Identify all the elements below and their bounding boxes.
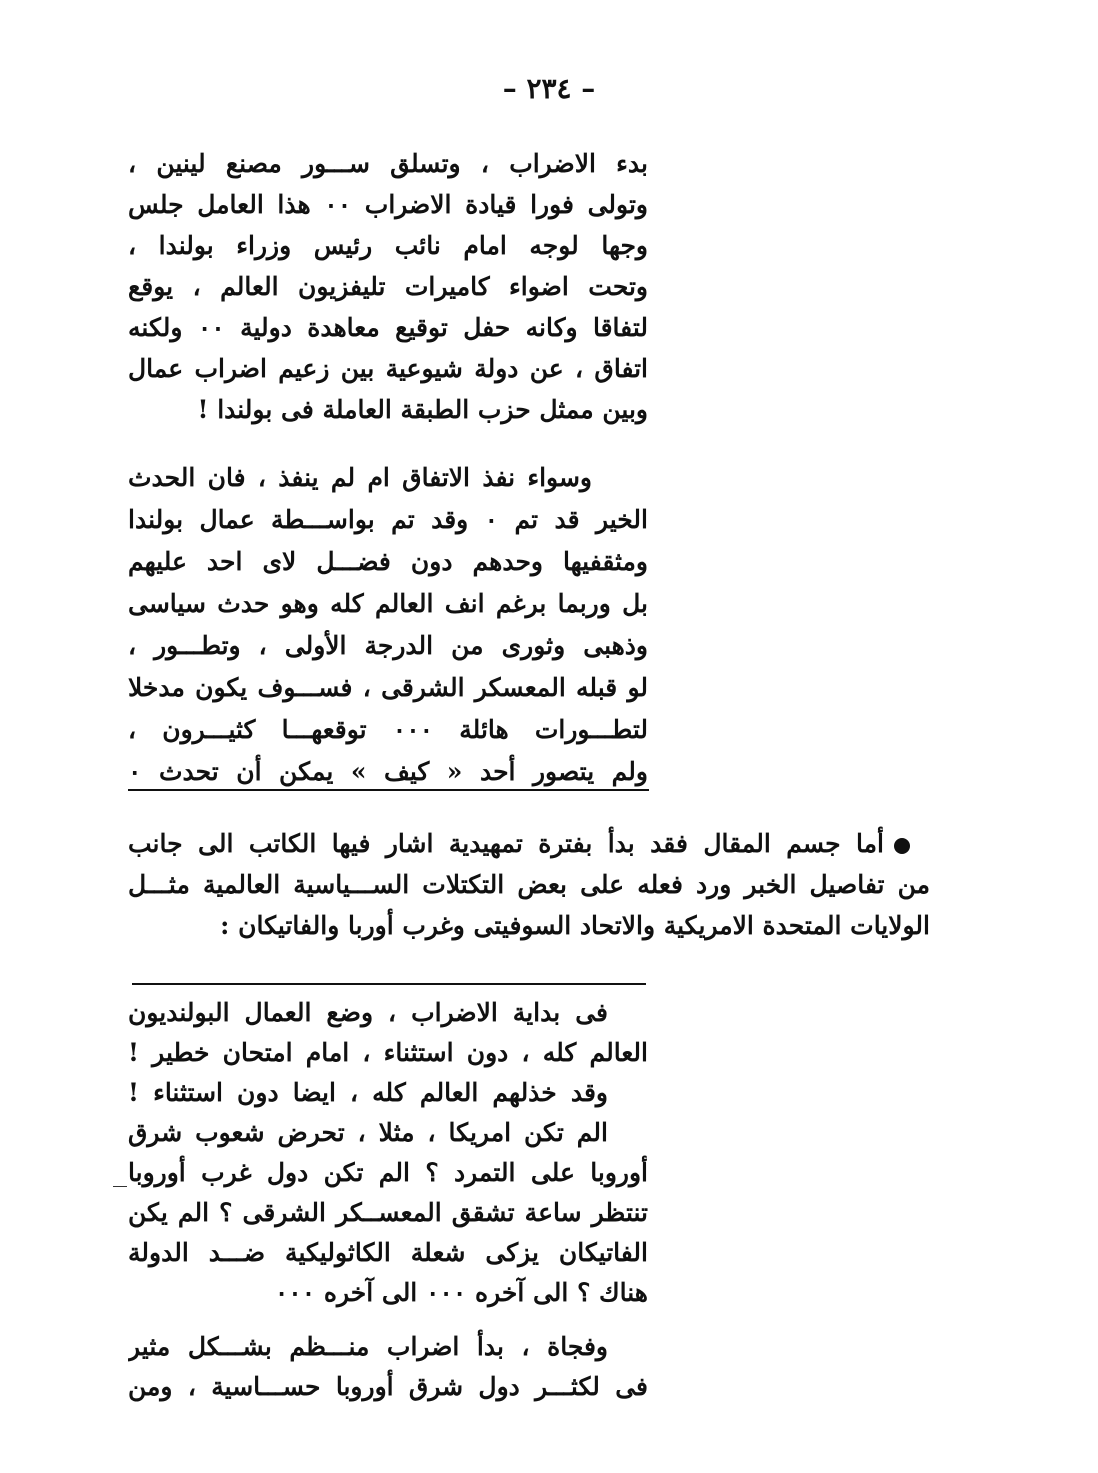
text-line: تنتظر ساعة تشقق المعســكر الشرقى ؟ الم يكن <box>128 1198 648 1227</box>
text-line: وتحت اضواء كاميرات تليفزيون العالم ، يوقع <box>128 272 648 301</box>
quote-end-divider <box>128 789 649 791</box>
text-line: الخير قد تم ٠ وقد تم بواســـطة عمال بولندا <box>128 505 648 534</box>
text-line: العالم كله ، دون استثناء ، امام امتحان خطير ! <box>128 1038 648 1067</box>
text-line: الفاتيكان يزكى شعلة الكاثوليكية ضـــد الدولة <box>128 1238 648 1267</box>
text-line: أوروبا على التمرد ؟ الم تكن دول غرب أوروبا <box>128 1158 648 1187</box>
text-line: بل وربما برغم انف العالم كله وهو حدث سياسى <box>128 589 648 618</box>
page-number: – ٢٣٤ – <box>502 72 596 105</box>
text-line: وذهبى وثورى من الدرجة الأولى ، وتطـــور ، <box>128 631 648 660</box>
text-line: الولايات المتحدة الامريكية والاتحاد السوفيتى وغرب أوربا والفاتيكان : <box>220 911 930 940</box>
text-line: وجها لوجه امام نائب رئيس وزراء بولندا ، <box>128 231 648 260</box>
text-line: اتفاق ، عن دولة شيوعية بين زعيم اضراب عمال <box>128 354 648 383</box>
bullet-icon <box>894 838 910 854</box>
text-line: فى لكثـــر دول شرق أوروبا حســـاسية ، ومن <box>128 1372 648 1401</box>
quote-block-middle <box>128 457 648 793</box>
text-line: بدء الاضراب ، وتسلق ســـور مصنع لينين ، <box>128 149 648 178</box>
text-line: أما جسم المقال فقد بدأ بفترة تمهيدية اشار فيها الكاتب الى جانب <box>128 829 884 858</box>
text-line-with-bullet <box>128 823 930 864</box>
text-line: وتولى فورا قيادة الاضراب ٠٠ هذا العامل جلس <box>128 190 648 219</box>
quote-block-bottom <box>128 993 648 1407</box>
spacer <box>128 1313 648 1327</box>
text-line: لو قبله المعسكر الشرقى ، فســـوف يكون مدخلا <box>128 673 648 702</box>
text-line: وسواء نفذ الاتفاق ام لم ينفذ ، فان الحدث <box>128 463 592 492</box>
text-line: وبين ممثل حزب الطبقة العاملة فى بولندا ! <box>197 395 648 424</box>
margin-mark <box>113 1186 127 1187</box>
text-line: وفجاة ، بدأ اضراب منـــظم بشـــكل مثير <box>128 1332 608 1361</box>
text-line: من تفاصيل الخبر ورد فعله على بعض التكتلات الســـياسية العالمية مثـــل <box>128 870 930 899</box>
text-line: وقد خذلهم العالم كله ، ايضا دون استثناء ! <box>128 1078 608 1107</box>
text-line: ولم يتصور أحد « كيف » يمكن أن تحدث ٠ <box>128 757 648 786</box>
text-line: الم تكن امريكا ، مثلا ، تحرض شعوب شرق <box>128 1118 608 1147</box>
text-line: لتفاقا وكانه حفل توقيع معاهدة دولية ٠٠ ولكنه <box>128 313 648 342</box>
text-line: ومثقفيها وحدهم دون فضـــل لاى احد عليهم <box>128 547 648 576</box>
quote-start-divider <box>132 983 646 985</box>
text-line: فى بداية الاضراب ، وضع العمال البولنديون <box>128 998 608 1027</box>
text-line: لتطـــورات هائلة ٠٠٠ توقعهـــا كثيـــرون ، <box>128 715 648 744</box>
quote-block-top <box>128 143 648 430</box>
body-paragraph <box>128 823 930 946</box>
text-line: هناك ؟ الى آخره ٠٠٠ الى آخره ٠٠٠ <box>274 1278 648 1307</box>
